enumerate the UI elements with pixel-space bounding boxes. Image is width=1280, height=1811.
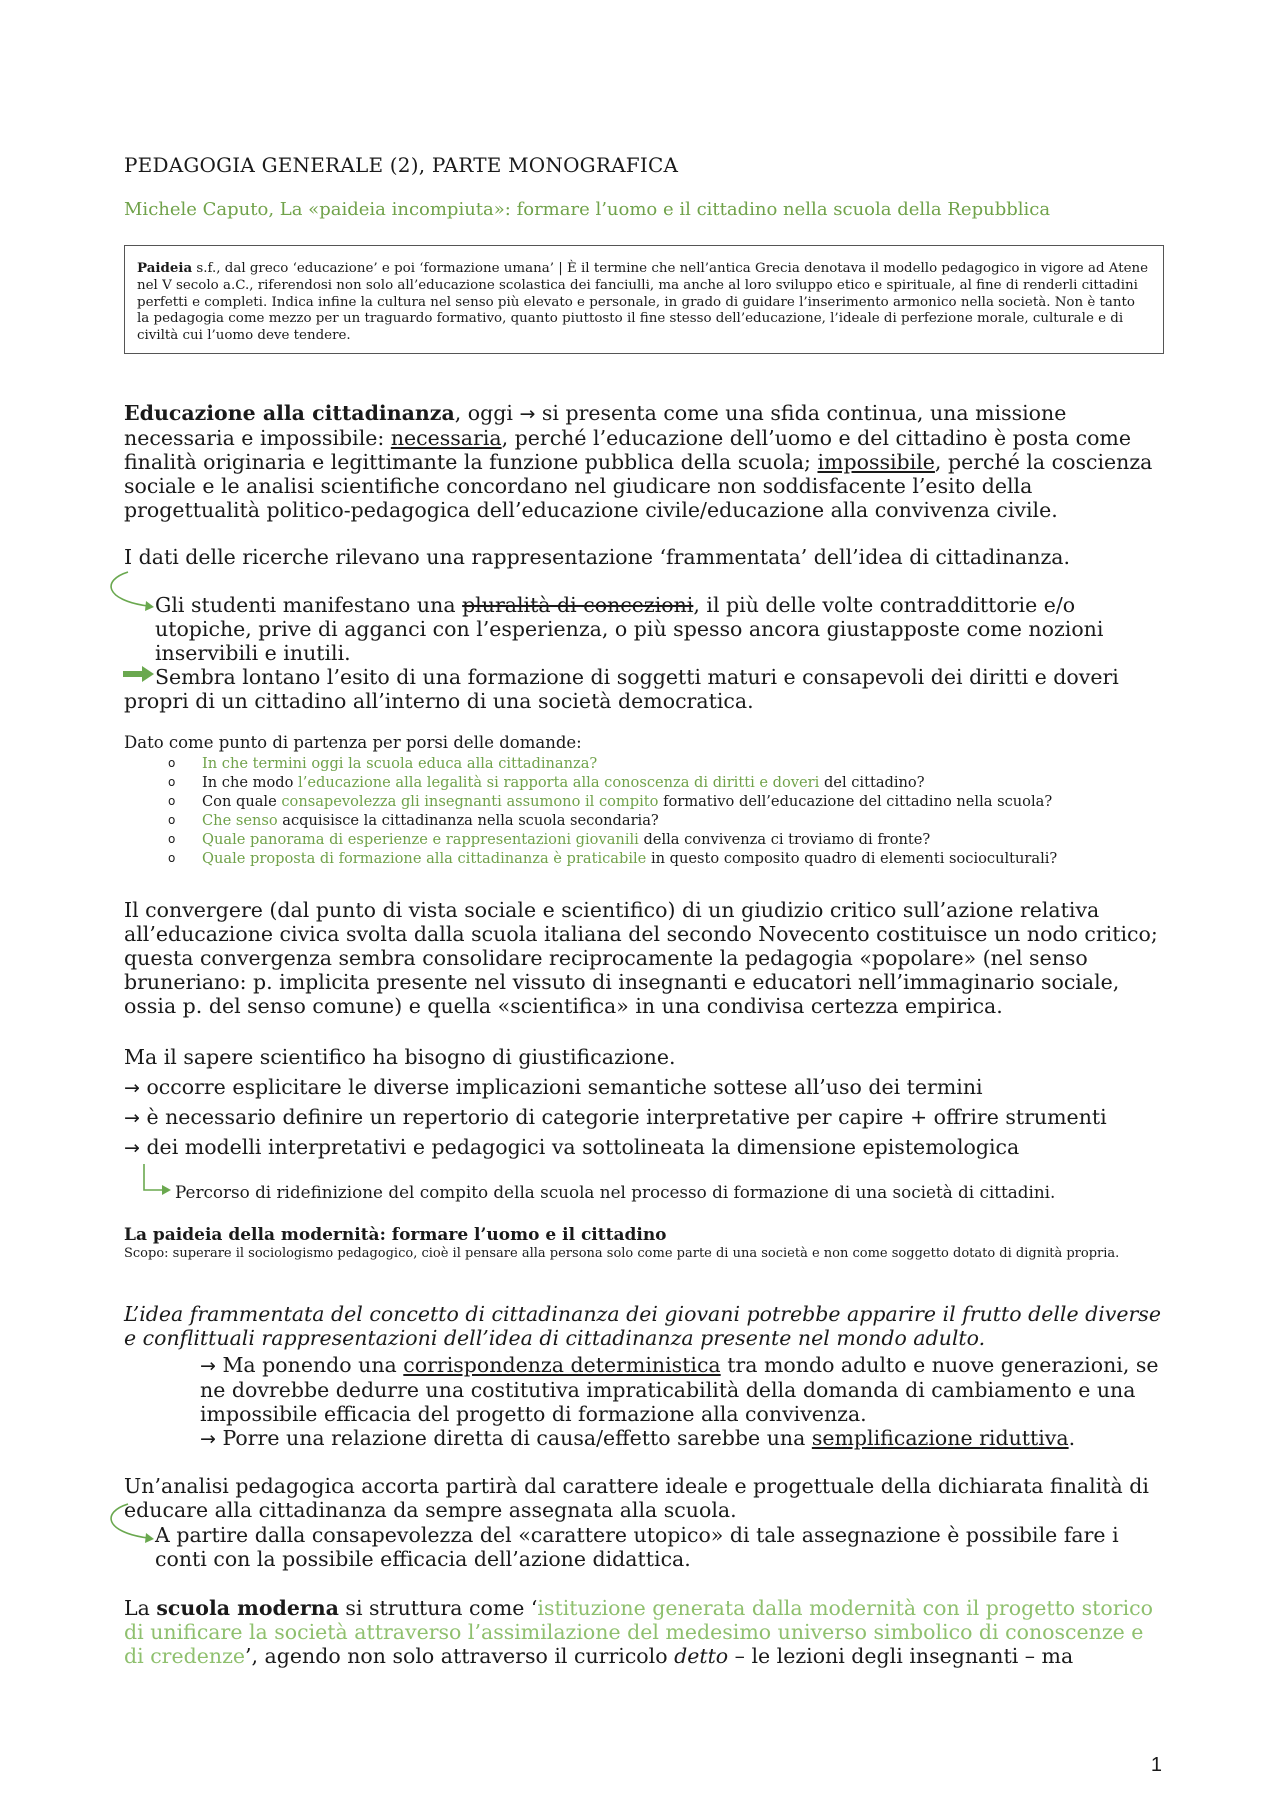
- arrow-icon: →: [200, 1428, 216, 1450]
- questions-list: [124, 754, 1184, 868]
- definition-box: [124, 245, 1164, 354]
- arrow-icon: →: [519, 403, 536, 425]
- corner-arrow-icon: [142, 1162, 174, 1202]
- paragraph-percorso: Percorso di ridefinizione del compito della scuola nel processo di formazione di una società di cittadini.: [175, 1182, 1056, 1202]
- list-item: → dei modelli interpretativi e pedagogici va sottolineata la dimensione epistemologica: [124, 1135, 1020, 1159]
- arrow-icon: →: [124, 1107, 140, 1129]
- curved-arrow-icon: [100, 1502, 160, 1552]
- arrow-icon: →: [124, 1077, 140, 1099]
- list-item: o Che senso acquisisce la cittadinanza nella scuola secondaria?: [124, 811, 1184, 830]
- questions-intro: Dato come punto di partenza per porsi delle domande:: [124, 733, 582, 752]
- list-item: o Con quale consapevolezza gli insegnanti assumono il compito formativo dell’educazione del cittadino nella scuola?: [124, 792, 1184, 811]
- list-item: o Quale proposta di formazione alla cittadinanza è praticabile in questo composito quadro di elementi socioculturali?: [124, 849, 1184, 868]
- paragraph-idea: L’idea frammentata del concetto di cittadinanza dei giovani potrebbe apparire il frutto delle diverse e conflittuali rappresentazioni dell’idea di cittadinanza presente nel mondo adulto.: [124, 1302, 1161, 1350]
- list-item: o Quale panorama di esperienze e rappresentazioni giovanili della convivenza ci troviamo di fronte?: [124, 830, 1184, 849]
- paragraph-causa-effetto: → Porre una relazione diretta di causa/effetto sarebbe una semplificazione riduttiva.: [200, 1426, 1076, 1450]
- curved-arrow-icon: [100, 570, 160, 620]
- paragraph-utopico: A partire dalla consapevolezza del «carattere utopico» di tale assegnazione è possibile fare i conti con la possibile efficacia dell’azione didattica.: [155, 1523, 1119, 1571]
- definition-term: Paideia: [137, 260, 193, 276]
- list-item: o In che modo l’educazione alla legalità si rapporta alla conoscenza di diritti e doveri del cittadino?: [124, 773, 1184, 792]
- list-item: o In che termini oggi la scuola educa alla cittadinanza?: [124, 754, 1184, 773]
- paragraph-scuola-moderna: La scuola moderna si struttura come ‘istituzione generata dalla modernità con il progetto storico di unificare la società attraverso l’assimilazione del medesimo universo simbolico di conoscenze e di credenze’, agendo non solo attraverso il curricolo detto – le lezioni degli insegnanti – ma: [124, 1596, 1153, 1668]
- arrow-icon: →: [200, 1355, 216, 1377]
- section-heading: La paideia della modernità: formare l’uomo e il cittadino: [124, 1225, 667, 1245]
- arrow-icon: →: [124, 1137, 140, 1159]
- paragraph-corrispondenza: → Ma ponendo una corrispondenza deterministica tra mondo adulto e nuove generazioni, se ne dovrebbe dedurre una costitutiva impraticabilità della domanda di cambiamento e una impossibile efficacia del progetto di formazione alla convivenza.: [200, 1353, 1159, 1426]
- section-scope: Scopo: superare il sociologismo pedagogico, cioè il pensare alla persona solo come parte di una società e non come soggetto dotato di dignità propria.: [124, 1246, 1120, 1261]
- page-subtitle: Michele Caputo, La «paideia incompiuta»: formare l’uomo e il cittadino nella scuola della Repubblica: [124, 199, 1051, 220]
- paragraph-cittadinanza: Educazione alla cittadinanza, oggi → si presenta come una sfida continua, una missione necessaria e impossibile: necessaria, perché l’educazione dell’uomo e del cittadino è posta come finalità originaria e legittimante la funzione pubblica della scuola; impossibile, perché la coscienza sociale e le analisi scientifiche concordano nel giudicare non soddisfacente l’esito della progettualità politico-pedagogica dell’educazione civile/educazione alla convivenza civile.: [124, 401, 1153, 522]
- list-item: → è necessario definire un repertorio di categorie interpretative per capire + offrire strumenti: [124, 1105, 1107, 1129]
- list-item: → occorre esplicitare le diverse implicazioni semantiche sottese all’uso dei termini: [124, 1075, 983, 1099]
- arrows-list: [124, 1073, 1164, 1163]
- page-number: 1: [1150, 1754, 1162, 1776]
- paragraph-analisi: Un’analisi pedagogica accorta partirà dal carattere ideale e progettuale della dichiarata finalità di educare alla cittadinanza da sempre assegnata alla scuola.: [124, 1474, 1149, 1522]
- paragraph-convergere: Il convergere (dal punto di vista sociale e scientifico) di un giudizio critico sull’azione relativa all’educazione civica svolta dalla scuola italiana del secondo Novecento costituisce un nodo critico; questa convergenza sembra consolidare reciprocamente la pedagogia «popolare» (nel senso bruneriano: p. implicita presente nel vissuto di insegnanti e educatori nell’immaginario sociale, ossia p. del senso comune) e quella «scientifica» in una condivisa certezza empirica.: [124, 898, 1158, 1018]
- page-title: PEDAGOGIA GENERALE (2), PARTE MONOGRAFICA: [124, 153, 679, 177]
- definition-text: s.f., dal greco ‘educazione’ e poi ‘formazione umana’ | È il termine che nell’antica Grecia denotava il modello pedagogico in vigore ad Atene nel V secolo a.C., riferendosi non solo all’educazione scolastica dei fanciulli, ma anche al loro sviluppo etico e spirituale, al fine di renderli cittadini perfetti e completi. Indica infine la cultura nel senso più elevato e personale, in grado di guidare l’inserimento armonico nella società. Non è tanto la pedagogia come mezzo per un traguardo formativo, quanto piuttosto il fine stesso dell’educazione, l’ideale di perfezione morale, culturale e di civiltà cui l’uomo deve tendere.: [137, 261, 1149, 344]
- paragraph-studenti: Gli studenti manifestano una pluralità di concezioni, il più delle volte contraddittorie e/o utopiche, prive di agganci con l’esperienza, o più spesso ancora giustapposte come nozioni inservibili e inutili.: [155, 593, 1104, 665]
- paragraph-sapere: Ma il sapere scientifico ha bisogno di giustificazione.: [124, 1045, 676, 1069]
- paragraph-dati: I dati delle ricerche rilevano una rappresentazione ‘frammentata’ dell’idea di cittadinanza.: [124, 545, 1071, 569]
- paragraph-esito: Sembra lontano l’esito di una formazione di soggetti maturi e consapevoli dei diritti e doveri propri di un cittadino all’interno di una società democratica.: [124, 665, 1119, 713]
